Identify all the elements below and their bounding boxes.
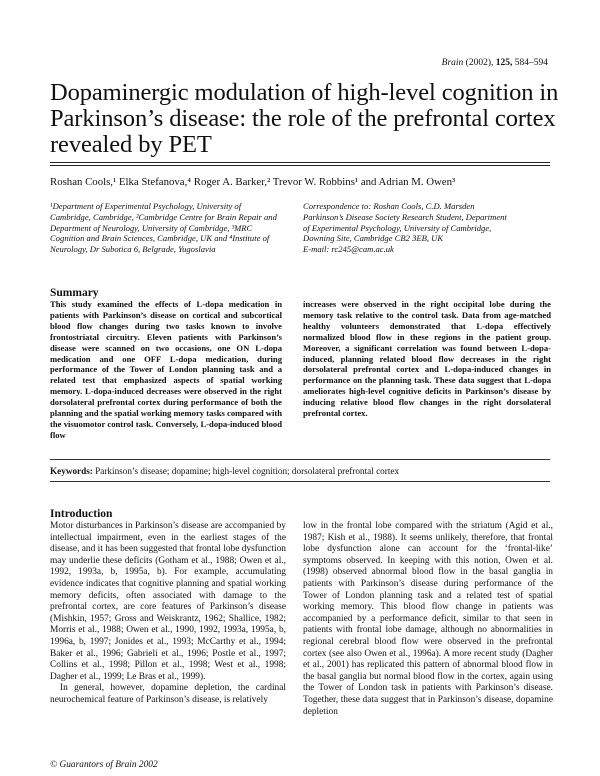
correspondence-line: Downing Site, Cambridge CB2 3EB, UK xyxy=(303,233,444,244)
introduction-column-left xyxy=(50,521,286,707)
copyright-notice: © Guarantors of Brain 2002 xyxy=(50,760,158,770)
journal-name: Brain xyxy=(441,58,464,68)
summary-text-right: increases were observed in the right occipital lobe during the memory task relative to the control task. Data from age-matched healthy volunteers demonstrated that L-dopa effectively normalized blood flow in these regions in the patient group. Moreover, a significant correlation was found between L-dopa-induced, planning related blood flow decreases in the right dorsolateral prefrontal cortex and L-dopa-induced changes in performance on the planning task. These data suggest that L-dopa ameliorates high-level cognitive deficits in Parkinson’s disease by inducing relative blood flow changes in the right dorsolateral prefrontal cortex. xyxy=(303,299,551,419)
introduction-paragraph: low in the frontal lobe compared with the striatum (Agid et al., 1987; Kish et al., 1988). It seems unlikely, therefore, that frontal lobe dysfunction alone can account for the ‘frontal-like’ symptoms observed. In keeping with this notion, Owen et al. (1998) observed abnormal blood flow in the basal ganglia in patients with Parkinson’s disease during performance of the Tower of London planning task and a related test of spatial working memory. This blood flow change in patients was accompanied by a performance deficit, similar to that seen in patients with frontal lobe damage, although no abnormalities in regional cerebral blood flow were observed in the prefrontal cortex (see also Owen et al., 1996a). A more recent study (Dagher et al., 2001) has replicated this pattern of abnormal blood flow in the basal ganglia but normal blood flow in the cortex, again using the Tower of London task in patients with Parkinson’s disease. Together, these data suggest that in Parkinson’s disease, dopamine depletion xyxy=(303,521,553,717)
journal-volume: 125, xyxy=(495,58,513,68)
correspondence xyxy=(303,201,553,255)
keywords-text: Parkinson’s disease; dopamine; high-level cognition; dorsolateral prefrontal cortex xyxy=(95,466,400,476)
paper-title: Dopaminergic modulation of high-level cognition in Parkinson’s disease: the role of the prefrontal cortex revealed by PET xyxy=(50,79,559,158)
summary-heading: Summary xyxy=(50,287,99,299)
summary-text-left: This study examined the effects of L-dopa medication in patients with Parkinson’s disease on cortical and subcortical blood flow changes during two tasks known to involve frontostriatal circuitry. Eleven patients with Parkinson’s disease were scanned on two occasions, one ON L-dopa medication and one OFF L-dopa medication, during performance of the Tower of London planning task and a related test that emphasized aspects of spatial working memory. L-dopa-induced decreases were observed in the right dorsolateral prefrontal cortex during performance of both the planning and the spatial working memory tasks compared with the visuomotor control task. Conversely, L-dopa-induced blood flow xyxy=(50,299,282,440)
correspondence-line: Parkinson’s Disease Society Research Student, Department xyxy=(303,211,507,222)
author-list: Roshan Cools,¹ Elka Stefanova,⁴ Roger A. Barker,² Trevor W. Robbins¹ and Adrian M. Owen³ xyxy=(50,176,456,188)
title-rule-bottom xyxy=(50,165,550,166)
correspondence-line: Correspondence to: Roshan Cools, C.D. Marsden xyxy=(303,201,475,211)
correspondence-line: of Experimental Psychology, University of Cambridge, xyxy=(303,222,492,233)
introduction-heading: Introduction xyxy=(50,508,113,520)
keywords-line xyxy=(50,466,399,476)
keywords-label: Keywords: xyxy=(50,466,93,476)
introduction-column-right xyxy=(303,521,553,718)
journal-pages: 584–594 xyxy=(514,58,548,68)
title-rule-top xyxy=(50,162,550,163)
affiliations: ¹Department of Experimental Psychology, University of Cambridge, Cambridge, ²Cambridge Centre for Brain Repair and Department of Neurology, University of Cambridge, ³MRC Cognition and Brain Sciences, Cambridge, UK and ⁴Institute of Neurology, Dr Subotica 6, Belgrade, Yugoslavia xyxy=(50,201,277,255)
journal-reference xyxy=(442,58,548,68)
keywords-rule-top xyxy=(50,459,550,460)
introduction-paragraph: Motor disturbances in Parkinson’s disease are accompanied by intellectual impairment, even in the earliest stages of the disease, and it has been suggested that frontal lobe dysfunction may underlie these deficits (Gotham et al., 1988; Owen et al., 1992, 1993a, b, 1995a, b). For example, accumulating evidence indicates that cognitive planning and spatial working memory deficits, often associated with damage to the prefrontal cortex, are core features of Parkinson’s disease (Mishkin, 1957; Gross and Weiskrantz, 1962; Shallice, 1982; Morris et al., 1988; Owen et al., 1990, 1992, 1993a, 1995a, b, 1996a, b, 1997; Jonides et al., 1993; McCarthy et al., 1994; Baker et al., 1996; Gabrieli et al., 1996; Postle et al., 1997; Collins et al., 1998; Pillon et al., 1998; West et al., 1998; Dagher et al., 1999; Le Bras et al., 1999). xyxy=(50,521,286,682)
introduction-paragraph: In general, however, dopamine depletion, the cardinal neurochemical feature of Parkinson’s disease, is relatively xyxy=(50,683,286,705)
correspondence-email: E-mail: rc245@cam.ac.uk xyxy=(303,244,394,255)
journal-year: (2002), xyxy=(465,58,494,68)
keywords-rule-bottom xyxy=(50,481,550,482)
